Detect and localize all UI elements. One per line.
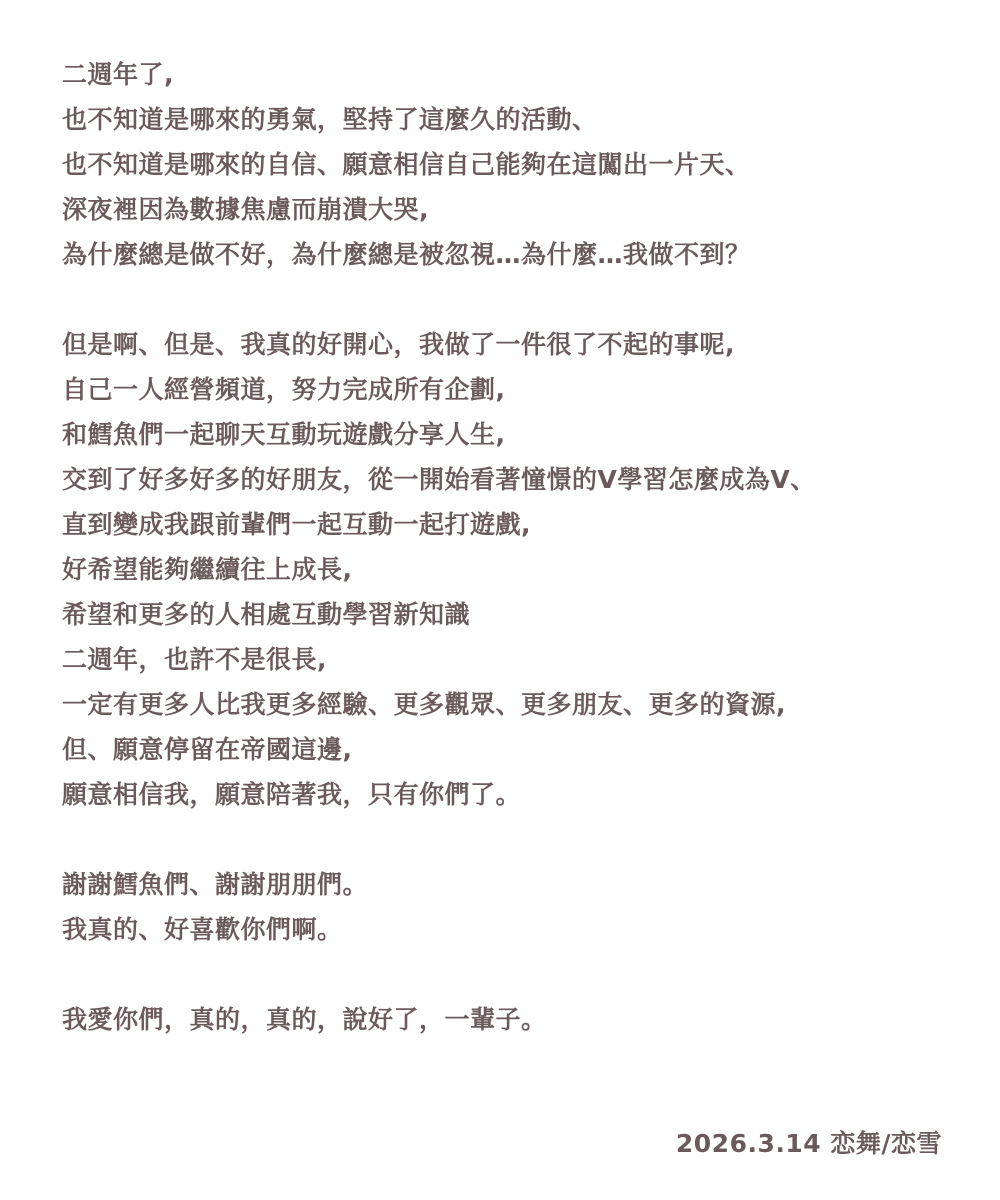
text-line: 交到了好多好多的好朋友，從一開始看著憧憬的V學習怎麼成為V、 [62, 465, 816, 494]
text-line: 一定有更多人比我更多經驗、更多觀眾、更多朋友、更多的資源, [62, 690, 786, 719]
paragraph [62, 322, 982, 817]
text-line: 希望和更多的人相處互動學習新知識 [62, 600, 471, 629]
text-line: 我愛你們，真的，真的，說好了，一輩子。 [62, 1005, 547, 1034]
text-line: 直到變成我跟前輩們一起互動一起打遊戲, [62, 510, 531, 539]
text-line: 二週年了, [62, 60, 174, 89]
paragraph [62, 862, 982, 952]
text-line: 但是啊、但是、我真的好開心，我做了一件很了不起的事呢, [62, 330, 735, 359]
paragraph [62, 997, 982, 1042]
text-line: 我真的、好喜歡你們啊。 [62, 915, 343, 944]
paragraph-spacer [62, 952, 982, 997]
text-line: 深夜裡因為數據焦慮而崩潰大哭, [62, 195, 429, 224]
text-line: 願意相信我，願意陪著我，只有你們了。 [62, 780, 522, 809]
text-line: 和鱈魚們一起聊天互動玩遊戲分享人生, [62, 420, 506, 449]
text-line: 二週年，也許不是很長, [62, 645, 327, 674]
text-line: 謝謝鱈魚們、謝謝朋朋們。 [62, 870, 369, 899]
text-line: 也不知道是哪來的勇氣，堅持了這麼久的活動、 [62, 105, 598, 134]
paragraph-spacer [62, 817, 982, 862]
paragraph-spacer [62, 277, 982, 322]
text-line: 但、願意停留在帝國這邊, [62, 735, 353, 764]
paragraph [62, 52, 982, 277]
text-line: 為什麼總是做不好，為什麼總是被忽視…為什麼…我做不到？ [62, 240, 751, 269]
text-line: 也不知道是哪來的自信、願意相信自己能夠在這闖出一片天、 [62, 150, 751, 179]
text-line: 自己一人經營頻道，努力完成所有企劃, [62, 375, 506, 404]
letter-body [62, 52, 982, 1042]
text-line: 好希望能夠繼續往上成長, [62, 555, 353, 584]
date-signature: 2026.3.14 恋舞/恋雪 [675, 1129, 942, 1158]
